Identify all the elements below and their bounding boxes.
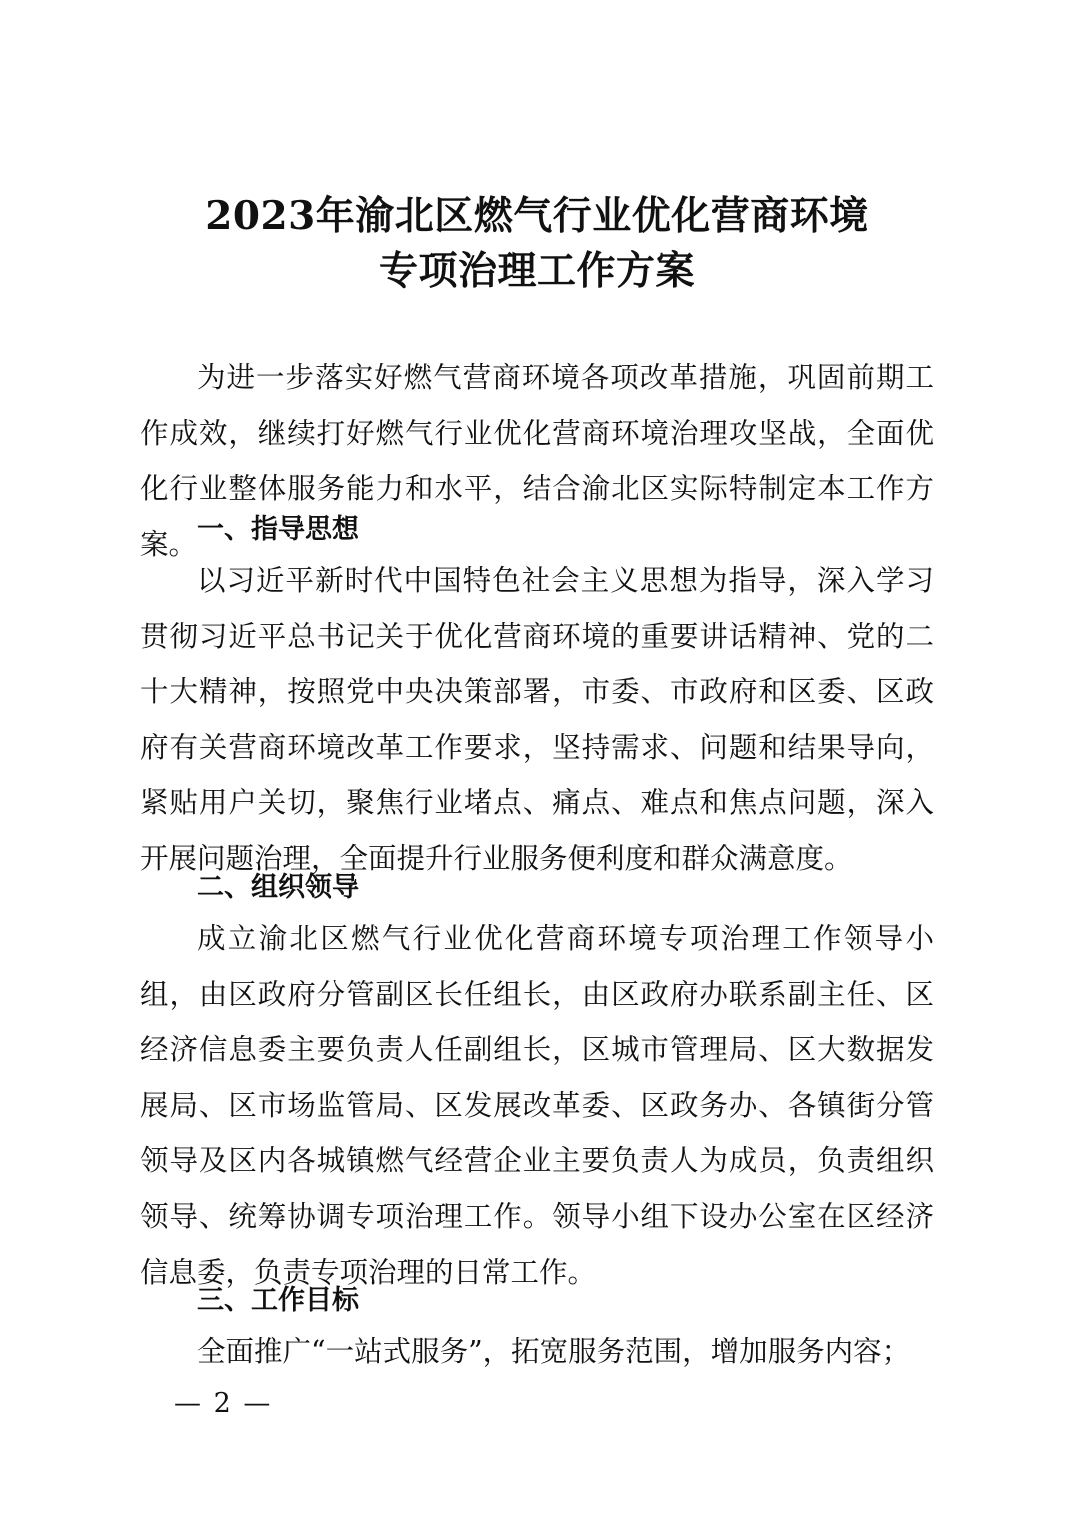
document-title-line-2: 专项治理工作方案 [378, 248, 695, 294]
document-title-line-1: 2023年渝北区燃气行业优化营商环境 [205, 193, 869, 239]
section-body-work-goals: 全面推广“一站式服务”，拓宽服务范围，增加服务内容； [197, 1335, 911, 1368]
section-heading-guiding-ideology: 一、指导思想 [197, 514, 359, 545]
section-heading-organization: 二、组织领导 [197, 872, 359, 903]
intro-paragraph: 为进一步落实好燃气营商环境各项改革措施，巩固前期工作成效，继续打好燃气行业优化营商环境治理攻坚战，全面优化行业整体服务能力和水平，结合渝北区实际特制定本工作方案。 [140, 361, 934, 561]
section-heading-work-goals: 三、工作目标 [197, 1285, 359, 1316]
page-number: — 2 — [174, 1388, 273, 1419]
section-body-organization: 成立渝北区燃气行业优化营商环境专项治理工作领导小组，由区政府分管副区长任组长，由区政府办联系副主任、区经济信息委主要负责人任副组长，区城市管理局、区大数据发展局、区市场监管局、区发展改革委、区政务办、各镇街分管领导及区内各城镇燃气经营企业主要负责人为成员，负责组织领导、统筹协调专项治理工作。领导小组下设办公室在区经济信息委，负责专项治理的日常工作。 [140, 922, 934, 1289]
section-body-guiding-ideology: 以习近平新时代中国特色社会主义思想为指导，深入学习贯彻习近平总书记关于优化营商环境的重要讲话精神、党的二十大精神，按照党中央决策部署，市委、市政府和区委、区政府有关营商环境改革工作要求，坚持需求、问题和结果导向，紧贴用户关切，聚焦行业堵点、痛点、难点和焦点问题，深入开展问题治理，全面提升行业服务便利度和群众满意度。 [140, 564, 934, 875]
